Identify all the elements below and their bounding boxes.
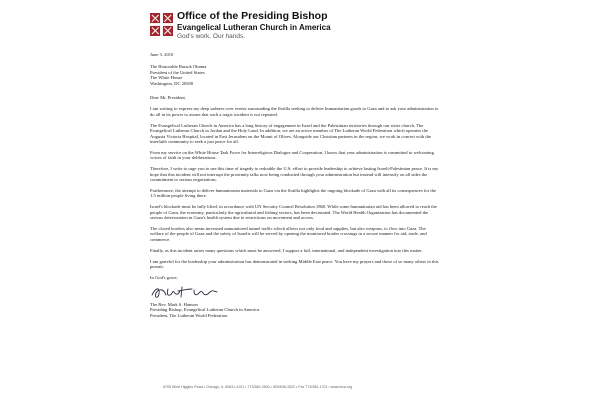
recipient-line: The White House — [150, 75, 183, 81]
paragraph: Furthermore, the attempt to deliver humanitarian materials to Gaza via the flotilla highlights the ongoing blockade of Gaza with all its consequences for the 1.5 million people living there. — [150, 187, 437, 199]
paragraph: Therefore, I write to urge you to use this time of tragedy to redouble the U.S. effort to provide leadership to achieve lasting Israeli-Palestinian peace. It is my hope that this incident will not interrupt the proximity talks now being conducted through your administration but instead will intensify on all sides the commitment to serious negotiations. — [150, 166, 439, 182]
office-title: Office of the Presiding Bishop — [177, 10, 328, 22]
paragraph: Israel's blockade must be fully lifted, in accordance with UN Security Council Resolution 1860. While some humanitarian aid has been allowed to reach the people of Gaza, the economy, particularly the agricultural and fishing sectors, has been devastated. The World Health Organization has documented the serious deterioration in Gaza's health system due to restrictions on movement and access. — [150, 204, 437, 221]
footer-address: 8765 West Higgins Road • Chicago, IL 60631-4101 • 773/380-2600 • 800/638-3522 • Fax 773/380-1701 • www.elca.org — [163, 385, 353, 389]
signer-title: Presiding Bishop, Evangelical Lutheran Church in America — [150, 307, 260, 313]
tagline: God's work. Our hands. — [177, 32, 246, 40]
letter-body — [150, 52, 440, 318]
recipient-line: The Honorable Barack Obama — [150, 64, 207, 70]
paragraph: From my service on the White House Task Force for Interreligious Dialogue and Cooperation, I know that your administration is committed to welcoming voices of faith in your deliberations. — [150, 149, 434, 161]
letter-date: June 3, 2010 — [150, 52, 174, 57]
signer-block — [150, 302, 440, 318]
salutation: Dear Mr. President, — [150, 95, 186, 101]
church-name: Evangelical Lutheran Church in America — [177, 22, 331, 32]
paragraph: I am writing to express my deep sadness over events surrounding the flotilla seeking to deliver humanitarian goods to Gaza and to ask your administration to do all in its power to assure that such a tragic incident is not repeated. — [150, 106, 439, 117]
recipient-line: President of the United States — [150, 69, 205, 75]
paragraph: Finally, as this incident raises many questions which must be answered, I support a full, international, and independent investigation into this matter. — [150, 247, 423, 253]
closing: In God's grace, — [150, 275, 178, 281]
signer-name: The Rev. Mark S. Hanson — [150, 301, 198, 307]
paragraph: I am grateful for the leadership your administration has demonstrated in seeking Middle East peace. You have my prayers and those of so many others in this pursuit. — [150, 258, 439, 269]
paragraph: The Evangelical Lutheran Church in America has a long history of engagement in Israel and the Palestinian territories through our sister church, The Evangelical Lutheran Church in Jordan and the Holy Land. In addition, we are an active member of The Lutheran World Federation which operates the Augusta Victoria Hospital, located in East Jerusalem on the Mount of Olives. Alongside our Christian partners in the region, we work in concert with the interfaith community to seek a just peace for all. — [150, 122, 431, 144]
recipient-line: Washington, DC 20500 — [150, 80, 194, 86]
letterhead — [177, 11, 331, 40]
paragraph: The closed borders also mean increased unmonitored tunnel traffic which allows not only food and supplies, but also weapons, to flow into Gaza. The welfare of the people of Gaza and the safety of Israelis will be served by opening the monitored border crossings in a secure manner for aid, trade, and commerce. — [150, 225, 427, 242]
handwritten-signature-icon — [150, 283, 220, 301]
signer-title: President, The Lutheran World Federation — [150, 312, 228, 318]
recipient-address — [150, 64, 440, 86]
elca-cross-logo-icon — [150, 13, 173, 36]
